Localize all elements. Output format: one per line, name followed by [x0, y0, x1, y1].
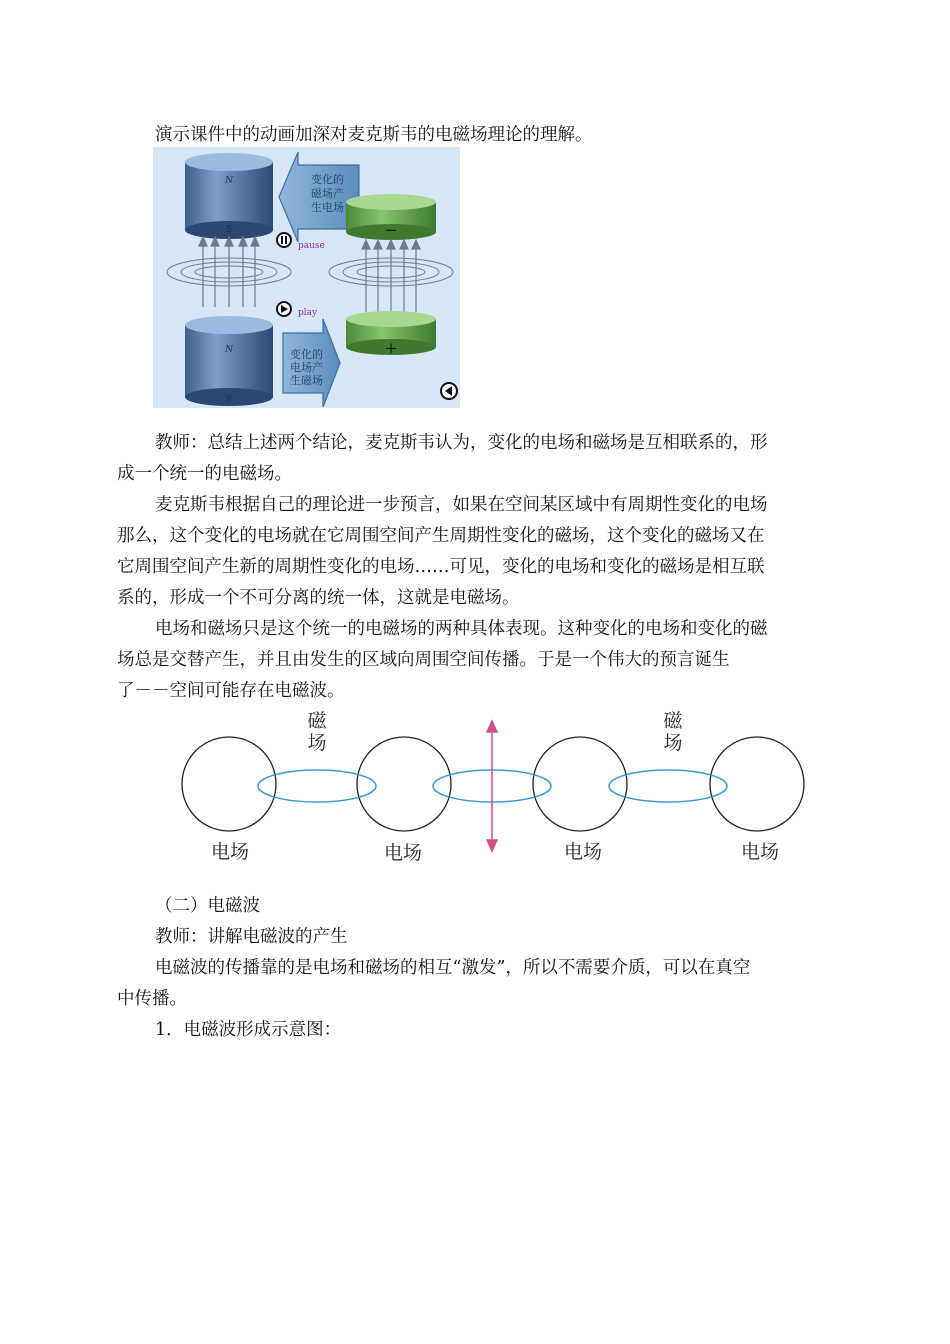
- teacher-line: 教师：讲解电磁波的产生: [155, 927, 348, 947]
- capacitor-top-plate: [346, 194, 436, 240]
- paragraph-3-line-1: 电场和磁场只是这个统一的电磁场的两种具体表现。这种变化的电场和变化的磁: [155, 619, 768, 639]
- paragraph-3-line-2: 场总是交替产生，并且由发生的区域向周围空间传播。于是一个伟大的预言诞生: [117, 650, 730, 670]
- magnetic-label-char: 磁: [307, 711, 327, 732]
- arrow-text-line: 生电场: [311, 201, 344, 214]
- magnetic-label-char: 场: [663, 733, 683, 754]
- item-1-heading: 1．电磁波形成示意图：: [155, 1020, 342, 1040]
- paragraph-1-line-1: 教师：总结上述两个结论，麦克斯韦认为，变化的电场和磁场是互相联系的，形: [155, 433, 768, 453]
- propagation-line-1: 电磁波的传播靠的是电场和磁场的相互“激发”，所以不需要介质，可以在真空: [155, 958, 751, 978]
- propagation-line-2: 中传播。: [117, 989, 187, 1009]
- paragraph-2-line-3: 它周围空间产生新的周期性变化的电场……可见，变化的电场和变化的磁场是相互联: [117, 557, 765, 577]
- electric-field-label: 电场: [383, 843, 423, 864]
- intro-text: 演示课件中的动画加深对麦克斯韦的电磁场理论的理解。: [155, 125, 593, 145]
- paragraph-1-line-2: 成一个统一的电磁场。: [117, 464, 292, 484]
- em-wave-chain-figure: [154, 702, 826, 880]
- pause-label: pause: [298, 241, 325, 251]
- pole-s-label: S: [225, 395, 233, 405]
- arrow-text-line: 生磁场: [290, 374, 323, 387]
- section-title: （二）电磁波: [155, 896, 260, 916]
- top-magnet: [185, 153, 273, 239]
- pole-n-label: N: [225, 345, 233, 355]
- paragraph-3-line-3: 了－－空间可能存在电磁波。: [117, 681, 345, 701]
- pole-s-label: S: [225, 225, 233, 235]
- arrow-text-line: 磁场产: [311, 187, 344, 200]
- electric-field-label: 电场: [210, 842, 250, 863]
- back-button[interactable]: [441, 383, 457, 399]
- magnetic-label-char: 磁: [663, 711, 683, 732]
- electric-field-label: 电场: [563, 842, 603, 863]
- paragraph-2-line-2: 那么，这个变化的电场就在它周围空间产生周期性变化的磁场，这个变化的磁场又在: [117, 526, 765, 546]
- arrow-text-line: 电场产: [290, 361, 323, 374]
- magnetic-label-char: 场: [307, 733, 327, 754]
- paragraph-2-line-1: 麦克斯韦根据自己的理论进一步预言，如果在空间某区域中有周期性变化的电场: [155, 495, 768, 515]
- pole-n-label: N: [225, 176, 233, 186]
- minus-sign: −: [384, 221, 398, 239]
- arrow-text-line: 变化的: [311, 173, 344, 186]
- play-label: play: [298, 308, 318, 318]
- paragraph-2-line-4: 系的，形成一个不可分离的统一体，这就是电磁场。: [117, 588, 520, 608]
- capacitor-bottom-plate: [346, 311, 436, 357]
- maxwell-animation-figure: [153, 147, 460, 408]
- plus-sign: +: [384, 339, 398, 357]
- bottom-magnet: [185, 316, 273, 406]
- electric-field-label: 电场: [740, 842, 780, 863]
- arrow-text-line: 变化的: [290, 348, 323, 361]
